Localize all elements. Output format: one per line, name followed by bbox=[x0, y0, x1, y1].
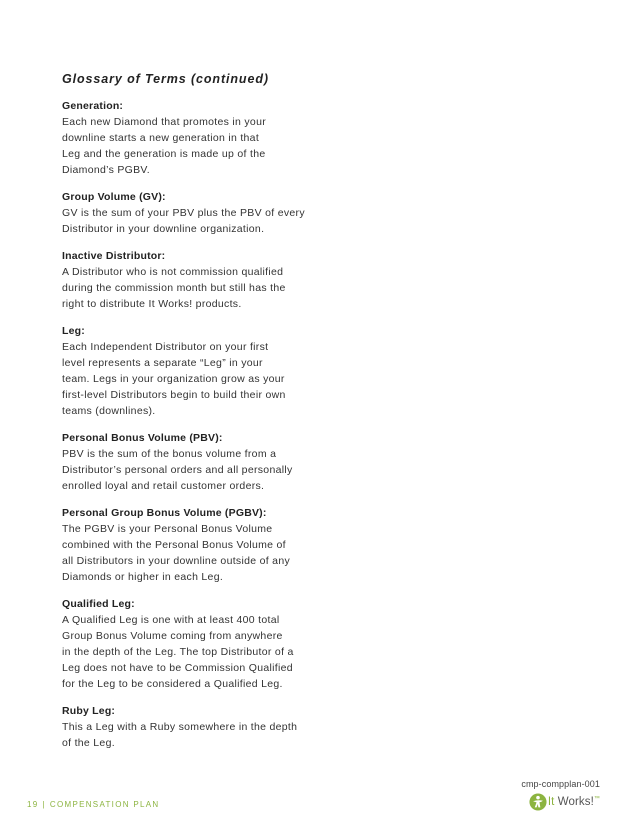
glossary-definition-line: combined with the Personal Bonus Volume of bbox=[62, 539, 286, 551]
brand-name bbox=[548, 796, 600, 808]
glossary-term: Personal Group Bonus Volume (PGBV): bbox=[62, 507, 267, 519]
glossary-term: Ruby Leg: bbox=[62, 705, 116, 717]
glossary-entry bbox=[62, 596, 312, 692]
footer-separator: | bbox=[42, 800, 46, 809]
glossary-definition-line: PBV is the sum of the bonus volume from a bbox=[62, 448, 277, 460]
glossary-definition-line: A Qualified Leg is one with at least 400 total bbox=[62, 614, 280, 626]
glossary-term: Leg: bbox=[62, 325, 85, 337]
glossary-definition-line: during the commission month but still has the bbox=[62, 282, 286, 294]
brand-name-rest: Works! bbox=[554, 796, 594, 808]
glossary-term: Qualified Leg: bbox=[62, 598, 135, 610]
glossary-term: Personal Bonus Volume (PBV): bbox=[62, 432, 223, 444]
figure-logo-icon bbox=[529, 793, 547, 811]
brand-logo bbox=[529, 793, 600, 811]
glossary-definition-line: Group Bonus Volume coming from anywhere bbox=[62, 630, 283, 642]
glossary-definition-line: Leg does not have to be Commission Qualified bbox=[62, 662, 293, 674]
glossary-entry bbox=[62, 189, 312, 237]
glossary-definition-line: first-level Distributors begin to build their own bbox=[62, 389, 286, 401]
glossary-definition-line: This a Leg with a Ruby somewhere in the depth bbox=[62, 721, 298, 733]
glossary-definition-line: teams (downlines). bbox=[62, 405, 156, 417]
page-footer bbox=[27, 800, 159, 809]
glossary-term: Inactive Distributor: bbox=[62, 250, 166, 262]
glossary-term: Generation: bbox=[62, 100, 124, 112]
glossary-entry bbox=[62, 703, 312, 751]
brand-name-lead: It bbox=[547, 796, 555, 808]
page-title: Glossary of Terms (continued) bbox=[62, 72, 269, 86]
glossary-entry bbox=[62, 505, 312, 585]
glossary-definition-line: Distributor’s personal orders and all personally bbox=[62, 464, 293, 476]
glossary-definition-line: Diamonds or higher in each Leg. bbox=[62, 571, 224, 583]
glossary-definition-line: The PGBV is your Personal Bonus Volume bbox=[62, 523, 273, 535]
glossary-definition-line: Each new Diamond that promotes in your bbox=[62, 116, 266, 128]
glossary-definition-line: in the depth of the Leg. The top Distributor of a bbox=[62, 646, 294, 658]
glossary-definition-line: Distributor in your downline organization. bbox=[62, 223, 265, 235]
glossary-definition-line: all Distributors in your downline outside of any bbox=[62, 555, 291, 567]
glossary-definition-line: of the Leg. bbox=[62, 737, 115, 749]
glossary-definition-line: GV is the sum of your PBV plus the PBV of every bbox=[62, 207, 305, 219]
page-number: 19 bbox=[27, 800, 39, 809]
glossary-definition-line: Leg and the generation is made up of the bbox=[62, 148, 266, 160]
glossary-definition-line: enrolled loyal and retail customer orders. bbox=[62, 480, 265, 492]
glossary-definition-line: Each Independent Distributor on your first bbox=[62, 341, 269, 353]
glossary-list bbox=[62, 98, 312, 762]
glossary-entry bbox=[62, 248, 312, 312]
glossary-definition-line: downline starts a new generation in that bbox=[62, 132, 260, 144]
document-code: cmp-compplan-001 bbox=[521, 779, 600, 789]
glossary-term: Group Volume (GV): bbox=[62, 191, 166, 203]
glossary-definition-line: A Distributor who is not commission qualified bbox=[62, 266, 284, 278]
glossary-entry bbox=[62, 323, 312, 419]
glossary-definition-line: level represents a separate “Leg” in your bbox=[62, 357, 263, 369]
section-title: COMPENSATION PLAN bbox=[49, 800, 160, 809]
brand-trademark: ™ bbox=[593, 796, 600, 803]
glossary-entry bbox=[62, 98, 312, 178]
glossary-definition-line: Diamond’s PGBV. bbox=[62, 164, 150, 176]
glossary-definition-line: for the Leg to be considered a Qualified Leg. bbox=[62, 678, 283, 690]
glossary-definition-line: right to distribute It Works! products. bbox=[62, 298, 242, 310]
glossary-definition-line: team. Legs in your organization grow as your bbox=[62, 373, 285, 385]
glossary-entry bbox=[62, 430, 312, 494]
